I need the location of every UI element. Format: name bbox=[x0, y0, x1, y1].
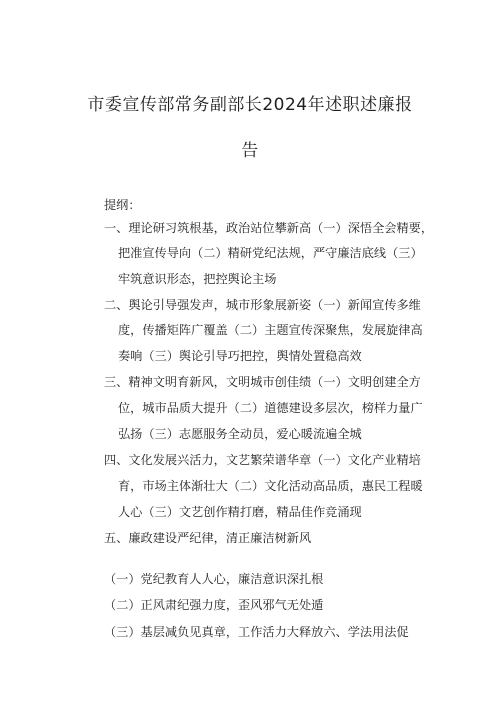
section-2-line-2: 度，传播矩阵广覆盖（二）主题宣传深聚焦，发展旋律高 bbox=[118, 323, 423, 337]
section-3-line-1: 三、精神文明育新风，文明城市创佳绩（一）文明创建全方 bbox=[104, 375, 421, 389]
document-title-line-2: 告 bbox=[241, 141, 259, 161]
section-1-line-2: 把准宣传导向（二）精研党纪法规，严守廉洁底线（三） bbox=[118, 246, 423, 260]
section-4-line-3: 人心（三）文艺创作精打磨，精品佳作竞涌现 bbox=[118, 505, 362, 519]
sub-item-1: （一）党纪教育人人心，廉洁意识深扎根 bbox=[104, 572, 324, 586]
sub-item-2: （二）正风肃纪强力度，歪风邪气无处遁 bbox=[104, 598, 324, 612]
sub-item-3: （三）基层减负见真章，工作活力大释放六、学法用法促 bbox=[104, 625, 409, 639]
section-4-line-2: 育，市场主体渐壮大（二）文化活动高品质，惠民工程暖 bbox=[118, 479, 423, 493]
outline-label: 提纲： bbox=[104, 198, 141, 212]
section-2-line-1: 二、舆论引导强发声，城市形象展新姿（一）新闻宣传多维 bbox=[104, 298, 421, 312]
document-title-line-1: 市委宣传部常务副部长2024年述职述廉报 bbox=[87, 95, 413, 115]
section-1-line-1: 一、理论研习筑根基，政治站位攀新高（一）深悟全会精要， bbox=[104, 221, 434, 235]
section-3-line-3: 弘扬（三）志愿服务全动员，爱心暖流遍全城 bbox=[118, 427, 362, 441]
section-3-line-2: 位，城市品质大提升（二）道德建设多层次，榜样力量广 bbox=[118, 401, 423, 415]
section-2-line-3: 奏响（三）舆论引导巧把控，舆情处置稳高效 bbox=[118, 349, 362, 363]
section-5-line-1: 五、廉政建设严纪律，清正廉洁树新风 bbox=[104, 531, 312, 545]
section-1-line-3: 牢筑意识形态，把控舆论主场 bbox=[118, 272, 277, 286]
section-4-line-1: 四、文化发展兴活力，文艺繁荣谱华章（一）文化产业精培 bbox=[104, 453, 421, 467]
